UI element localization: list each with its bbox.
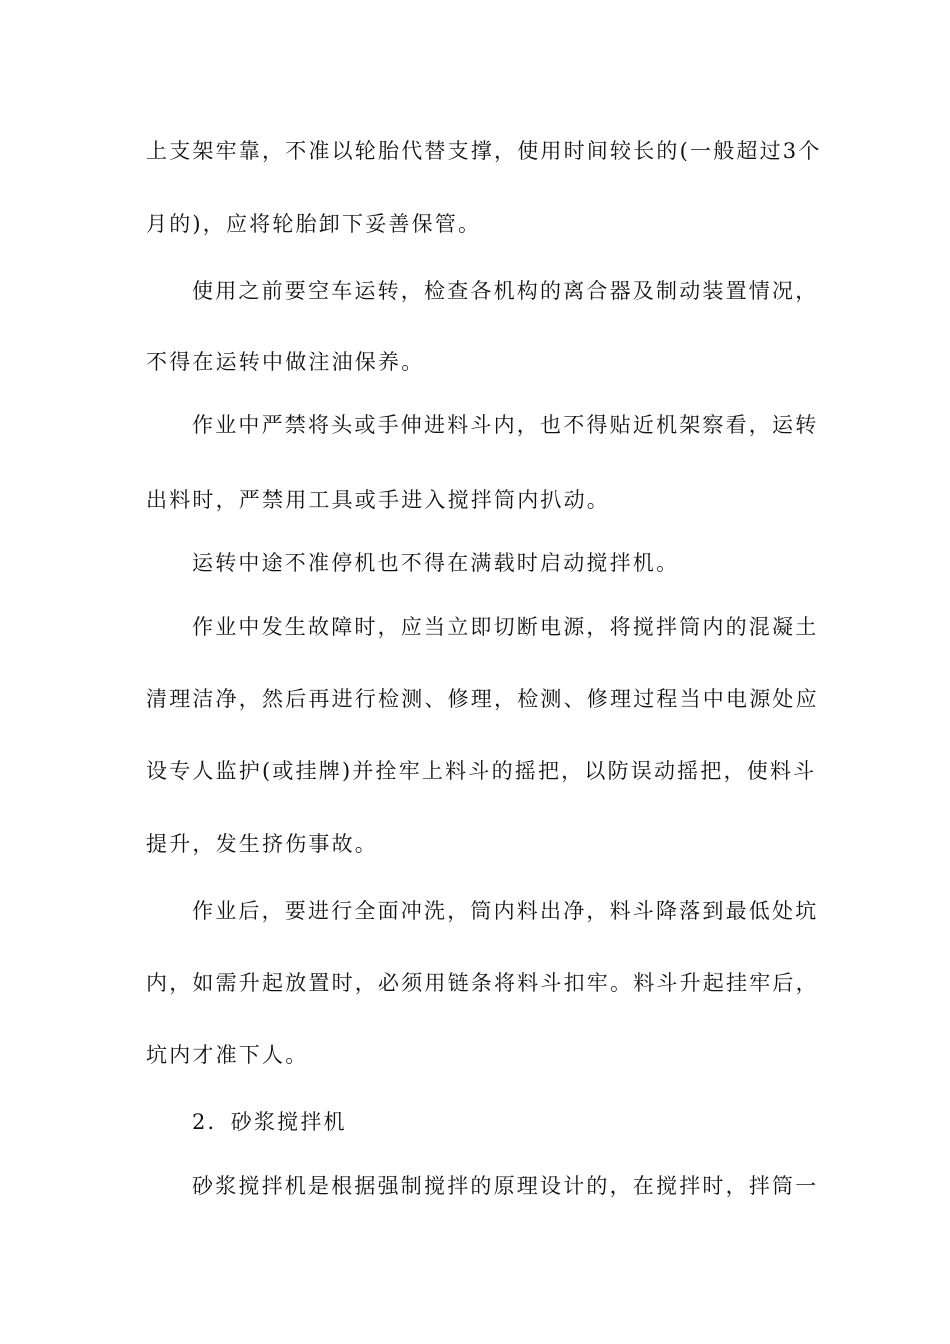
text-line: 提升，发生挤伤事故。	[146, 832, 378, 856]
text-line: 清理洁净，然后再进行检测、修理，检测、修理过程当中电源处应	[146, 687, 819, 711]
text-line: 设专人监护(或挂牌)并拴牢上料斗的摇把，以防误动摇把，使料斗	[146, 759, 817, 783]
section-heading: 2．砂浆搅拌机	[192, 1110, 347, 1134]
text-line: 内，如需升起放置时，必须用链条将料斗扣牢。料斗升起挂牢后，	[146, 971, 819, 995]
text-line: 不得在运转中做注油保养。	[146, 350, 425, 374]
paragraph-start-line: 作业中严禁将头或手伸进料斗内，也不得贴近机架察看，运转	[192, 413, 819, 437]
paragraph-start-line: 砂浆搅拌机是根据强制搅拌的原理设计的，在搅拌时，拌筒一	[192, 1174, 819, 1198]
text-line: 坑内才准下人。	[146, 1043, 309, 1067]
paragraph-start-line: 作业后，要进行全面冲洗，筒内料出净，料斗降落到最低处坑	[192, 899, 819, 923]
text-line: 上支架牢靠，不准以轮胎代替支撑，使用时间较长的(一般超过3个	[146, 139, 822, 163]
paragraph-start-line: 运转中途不准停机也不得在满载时启动搅拌机。	[192, 551, 680, 575]
text-line: 出料时，严禁用工具或手进入搅拌筒内扒动。	[146, 488, 610, 512]
paragraph-start-line: 使用之前要空车运转，检查各机构的离合器及制动装置情况，	[192, 279, 819, 303]
paragraph-start-line: 作业中发生故障时，应当立即切断电源，将搅拌筒内的混凝土	[192, 615, 819, 639]
text-line: 月的)，应将轮胎卸下妥善保管。	[146, 212, 482, 236]
